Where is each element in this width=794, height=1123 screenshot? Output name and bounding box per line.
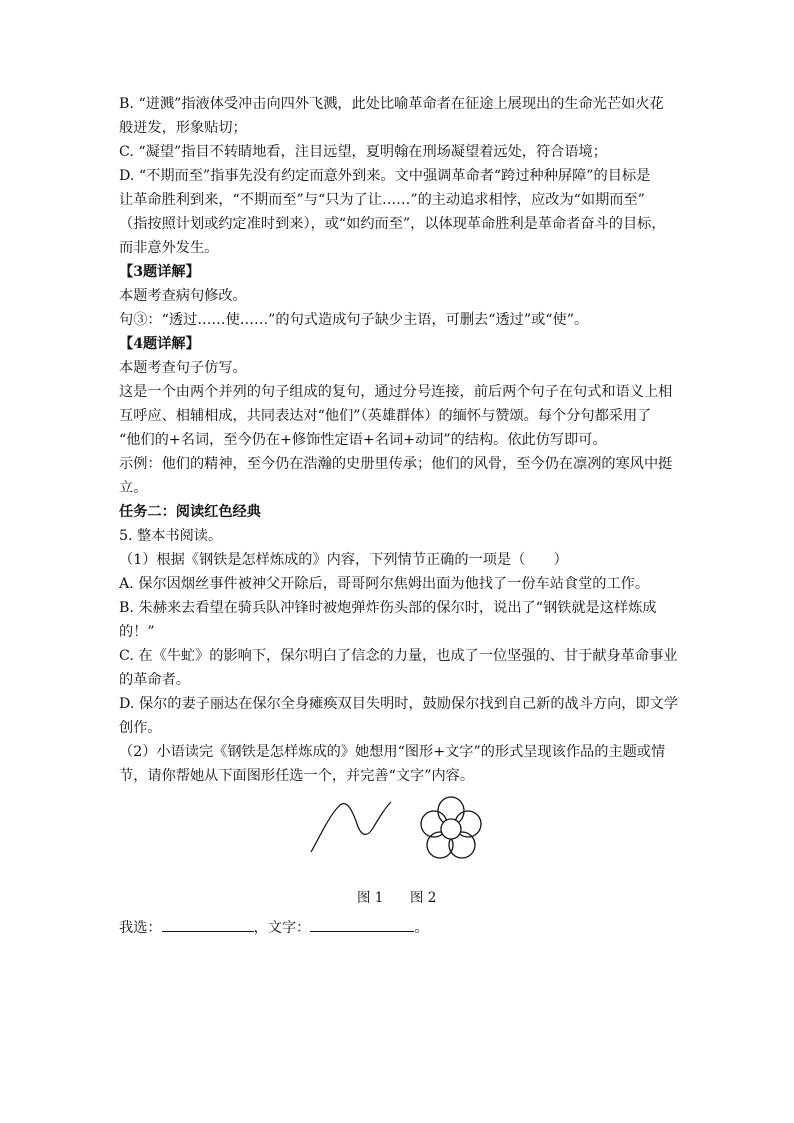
task2-section xyxy=(119,500,679,940)
q3-line: 本题考查病句修改。 xyxy=(119,288,247,304)
figure2-caption: 图 2 xyxy=(410,890,437,906)
figures-row xyxy=(119,794,679,886)
answer-choose-label: 我选： xyxy=(119,920,162,936)
q5-sub1-line: （1）根据《钢铁是怎样炼成的》内容，下列情节正确的一项是（ ） xyxy=(119,552,568,568)
answer-end: 。 xyxy=(414,920,429,936)
q5-option-b-cont: 的！” xyxy=(119,624,155,640)
explanation-line: B. “迸溅”指液体受冲击向四外飞溅，此处比喻革命者在征途上展现出的生命光芒如火花 xyxy=(119,96,664,112)
q5-option-c-cont: 的革命者。 xyxy=(119,672,190,688)
answer-text-blank[interactable] xyxy=(310,916,414,932)
q3-heading: 【3题详解】 xyxy=(119,264,200,280)
q4-line: 立。 xyxy=(119,480,148,496)
q4-line: “他们的+名词，至今仍在+修饰性定语+名词+动词”的结构。依此仿写即可。 xyxy=(119,432,607,448)
explanation-line: D. “不期而至”指事先没有约定而意外到来。文中强调革命者“跨过种种屏障”的目标是 xyxy=(119,168,651,184)
explanation-line: C. “凝望”指目不转睛地看，注目远望，夏明翰在刑场凝望着远处，符合语境； xyxy=(119,144,607,160)
q5-option-a: A. 保尔因烟丝事件被神父开除后，哥哥阿尔焦姆出面为他找了一份车站食堂的工作。 xyxy=(119,576,650,592)
q5-option-c: C. 在《牛虻》的影响下，保尔明白了信念的力量，也成了一位坚强的、甘于献身革命事业 xyxy=(119,648,678,664)
q4-line: 示例：他们的精神，至今仍在浩瀚的史册里传承；他们的风骨，至今仍在凛冽的寒风中挺 xyxy=(119,456,673,472)
q5-option-b: B. 朱赫来去看望在骑兵队冲锋时被炮弹炸伤头部的保尔时，说出了“钢铁就是这样炼成 xyxy=(119,600,657,616)
answer-line xyxy=(119,916,679,940)
explanation-line: 般迸发，形象贴切； xyxy=(119,120,247,136)
task2-heading: 任务二：阅读红色经典 xyxy=(119,504,261,520)
q5-option-d-cont: 创作。 xyxy=(119,720,162,736)
q5-sub2-line: 节，请你帮她从下面图形任选一个，并完善“文字”内容。 xyxy=(119,768,475,784)
answer-choice-blank[interactable] xyxy=(162,916,254,932)
wave-line-icon xyxy=(309,798,393,856)
q5-title: 5. 整本书阅读。 xyxy=(119,528,223,544)
flower-icon xyxy=(416,794,486,866)
q4-heading: 【4题详解】 xyxy=(119,336,200,352)
q3-line: 句③：“透过……使……”的句式造成句子缺少主语，可删去“透过”或“使”。 xyxy=(119,312,589,328)
document-page xyxy=(119,92,679,940)
q4-line: 本题考查句子仿写。 xyxy=(119,360,247,376)
q4-line: 这是一个由两个并列的句子组成的复句，通过分号连接，前后两个句子在句式和语义上相 xyxy=(119,384,673,400)
q3-section xyxy=(119,260,679,332)
q4-line: 互呼应、相辅相成，共同表达对“他们”（英雄群体）的缅怀与赞颂。每个分句都采用了 xyxy=(119,408,652,424)
answer-text-label: ，文字： xyxy=(253,920,311,936)
q5-option-d: D. 保尔的妻子丽达在保尔全身瘫痪双目失明时，鼓励保尔找到自己新的战斗方向，即文学 xyxy=(119,696,679,712)
explanation-section xyxy=(119,92,679,260)
figure1-caption: 图 1 xyxy=(357,890,384,906)
figure-captions xyxy=(119,886,679,912)
q4-section xyxy=(119,332,679,500)
explanation-line: 而非意外发生。 xyxy=(119,240,219,256)
q5-sub2-line: （2）小语读完《钢铁是怎样炼成的》她想用“图形+文字”的形式呈现该作品的主题或情 xyxy=(119,744,666,760)
explanation-line: 让革命胜利到来，“不期而至”与“只为了让……”的主动追求相悖，应改为“如期而至” xyxy=(119,192,645,208)
explanation-line: （指按照计划或约定准时到来），或“如约而至”，以体现革命胜利是革命者奋斗的目标， xyxy=(119,216,666,232)
